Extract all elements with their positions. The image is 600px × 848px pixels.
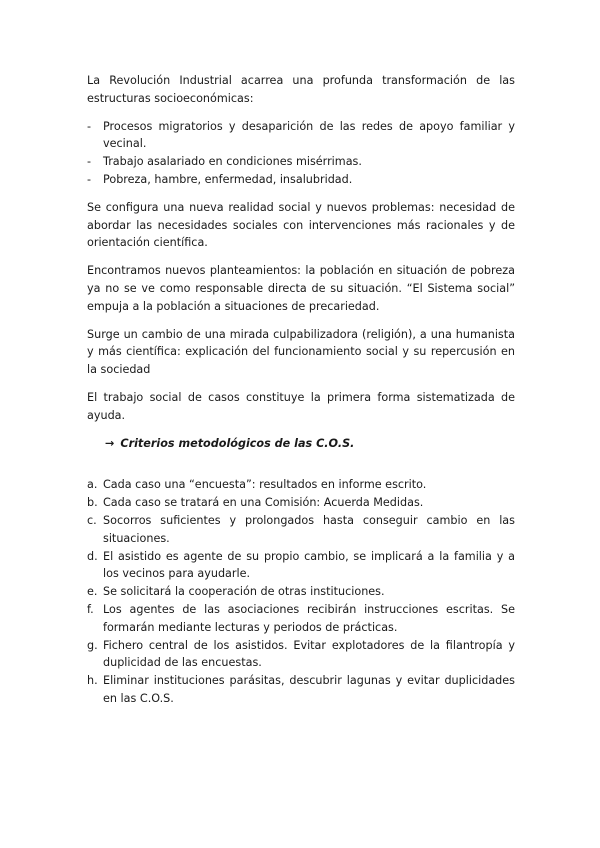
list-marker: f.	[87, 602, 94, 616]
list-item-text: Los agentes de las asociaciones recibirán instrucciones escritas. Se formarán mediante lecturas y periodos de prácticas.	[103, 602, 515, 634]
list-item	[87, 637, 515, 673]
list-item	[87, 476, 515, 494]
paragraph-change-of-view: Surge un cambio de una mirada culpabilizadora (religión), a una humanista y más científica: explicación del funcionamiento social y su repercusión en la sociedad	[87, 327, 515, 377]
list-item	[87, 171, 515, 189]
list-item-text: Eliminar instituciones parásitas, descubrir lagunas y evitar duplicidades en las C.O.S.	[103, 674, 515, 705]
list-item	[87, 153, 515, 171]
consequences-list	[87, 118, 515, 189]
paragraph-new-reality: Se configura una nueva realidad social y nuevos problemas: necesidad de abordar las necesidades sociales con intervenciones más racionales y de orientación científica.	[87, 200, 515, 250]
list-item	[87, 672, 515, 708]
list-marker: b.	[87, 496, 98, 510]
list-item-text: Se solicitará la cooperación de otras instituciones.	[103, 585, 385, 599]
criteria-heading-text: Criterios metodológicos de las C.O.S.	[120, 436, 355, 450]
dash-marker: -	[87, 155, 92, 169]
criteria-list	[87, 476, 515, 707]
arrow-right-icon: →	[105, 436, 115, 450]
paragraph-casework: El trabajo social de casos constituye la primera forma sistematizada de ayuda.	[87, 390, 515, 422]
list-item	[87, 118, 515, 154]
list-marker: c.	[87, 513, 97, 527]
list-item-text: Cada caso una “encuesta”: resultados en informe escrito.	[103, 478, 427, 492]
dash-marker: -	[87, 172, 92, 186]
list-item	[87, 494, 515, 512]
list-item-text: Trabajo asalariado en condiciones misérrimas.	[103, 155, 362, 169]
criteria-heading	[105, 435, 515, 453]
list-item-text: El asistido es agente de su propio cambio, se implicará a la familia y a los vecinos para ayudarle.	[103, 549, 515, 581]
intro-paragraph: La Revolución Industrial acarrea una profunda transformación de las estructuras socioeconómicas:	[87, 74, 515, 105]
dash-marker: -	[87, 119, 92, 133]
list-item	[87, 601, 515, 637]
list-item-text: Fichero central de los asistidos. Evitar explotadores de la filantropía y duplicidad de las encuestas.	[103, 638, 515, 670]
list-marker: a.	[87, 478, 98, 492]
list-item	[87, 512, 515, 548]
paragraph-new-approaches: Encontramos nuevos planteamientos: la población en situación de pobreza ya no se ve como responsable directa de su situación. “El Sistema social” empuja a la población a situaciones de precariedad.	[87, 264, 515, 313]
list-item-text: Socorros suficientes y prolongados hasta conseguir cambio en las situaciones.	[103, 513, 515, 545]
list-item	[87, 583, 515, 601]
list-marker: e.	[87, 585, 98, 599]
list-marker: g.	[87, 638, 98, 652]
list-item-text: Procesos migratorios y desaparición de las redes de apoyo familiar y vecinal.	[103, 119, 515, 151]
list-marker: h.	[87, 674, 98, 688]
list-item-text: Pobreza, hambre, enfermedad, insalubridad.	[103, 172, 353, 186]
list-item	[87, 548, 515, 584]
list-item-text: Cada caso se tratará en una Comisión: Acuerda Medidas.	[103, 496, 424, 510]
document-body	[87, 72, 515, 708]
list-marker: d.	[87, 549, 98, 563]
